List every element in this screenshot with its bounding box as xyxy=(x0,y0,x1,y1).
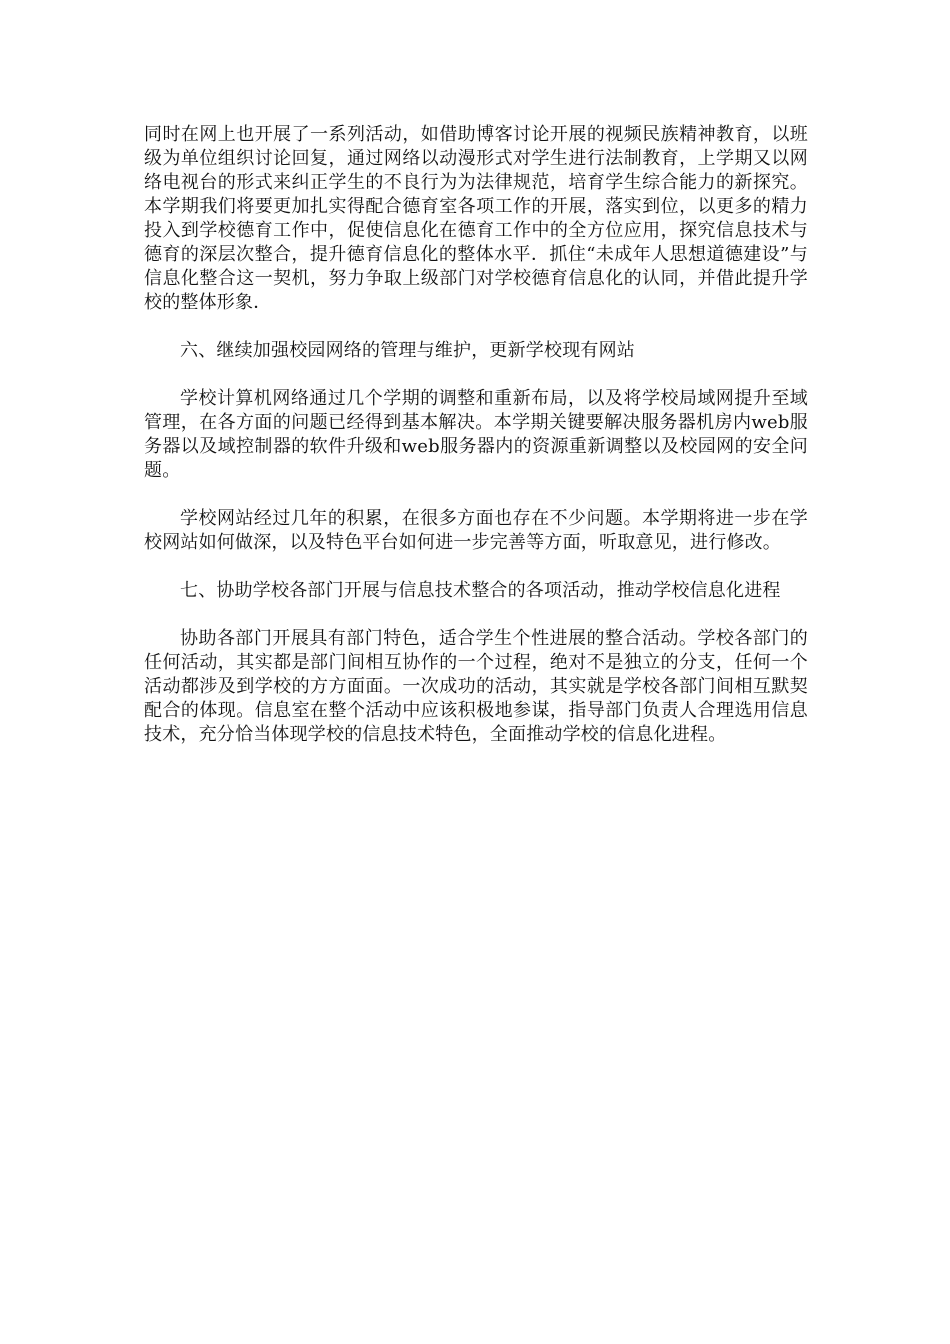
document-body xyxy=(144,123,808,771)
paragraph-continued-activities: 同时在网上也开展了一系列活动，如借助博客讨论开展的视频民族精神教育，以班级为单位组织讨论回复，通过网络以动漫形式对学生进行法制教育，上学期又以网络电视台的形式来纠正学生的不良行为为法律规范，培育学生综合能力的新探究。本学期我们将要更加扎实得配合德育室各项工作的开展，落实到位，以更多的精力投入到学校德育工作中，促使信息化在德育工作中的全方位应用，探究信息技术与德育的深层次整合，提升德育信息化的整体水平．抓住“未成年人思想道德建设”与信息化整合这一契机，努力争取上级部门对学校德育信息化的认同，并借此提升学校的整体形象． xyxy=(144,124,808,313)
paragraph-network-management: 学校计算机网络通过几个学期的调整和重新布局，以及将学校局域网提升至域管理，在各方面的问题已经得到基本解决。本学期关键要解决服务器机房内web服务器以及域控制器的软件升级和web服务器内的资源重新调整以及校园网的安全问题。 xyxy=(144,388,808,481)
section-heading-seven: 七、协助学校各部门开展与信息技术整合的各项活动，推动学校信息化进程 xyxy=(180,580,781,601)
paragraph-department-collaboration: 协助各部门开展具有部门特色，适合学生个性进展的整合活动。学校各部门的任何活动，其实都是部门间相互协作的一个过程，绝对不是独立的分支，任何一个活动都涉及到学校的方方面面。一次成功的活动，其实就是学校各部门间相互默契配合的体现。信息室在整个活动中应该积极地参谋，指导部门负责人合理选用信息技术，充分恰当体现学校的信息技术特色，全面推动学校的信息化进程。 xyxy=(144,628,808,745)
section-heading-six: 六、继续加强校园网络的管理与维护，更新学校现有网站 xyxy=(180,340,635,361)
paragraph-school-website: 学校网站经过几年的积累，在很多方面也存在不少问题。本学期将进一步在学校网站如何做深，以及特色平台如何进一步完善等方面，听取意见，进行修改。 xyxy=(144,508,808,553)
